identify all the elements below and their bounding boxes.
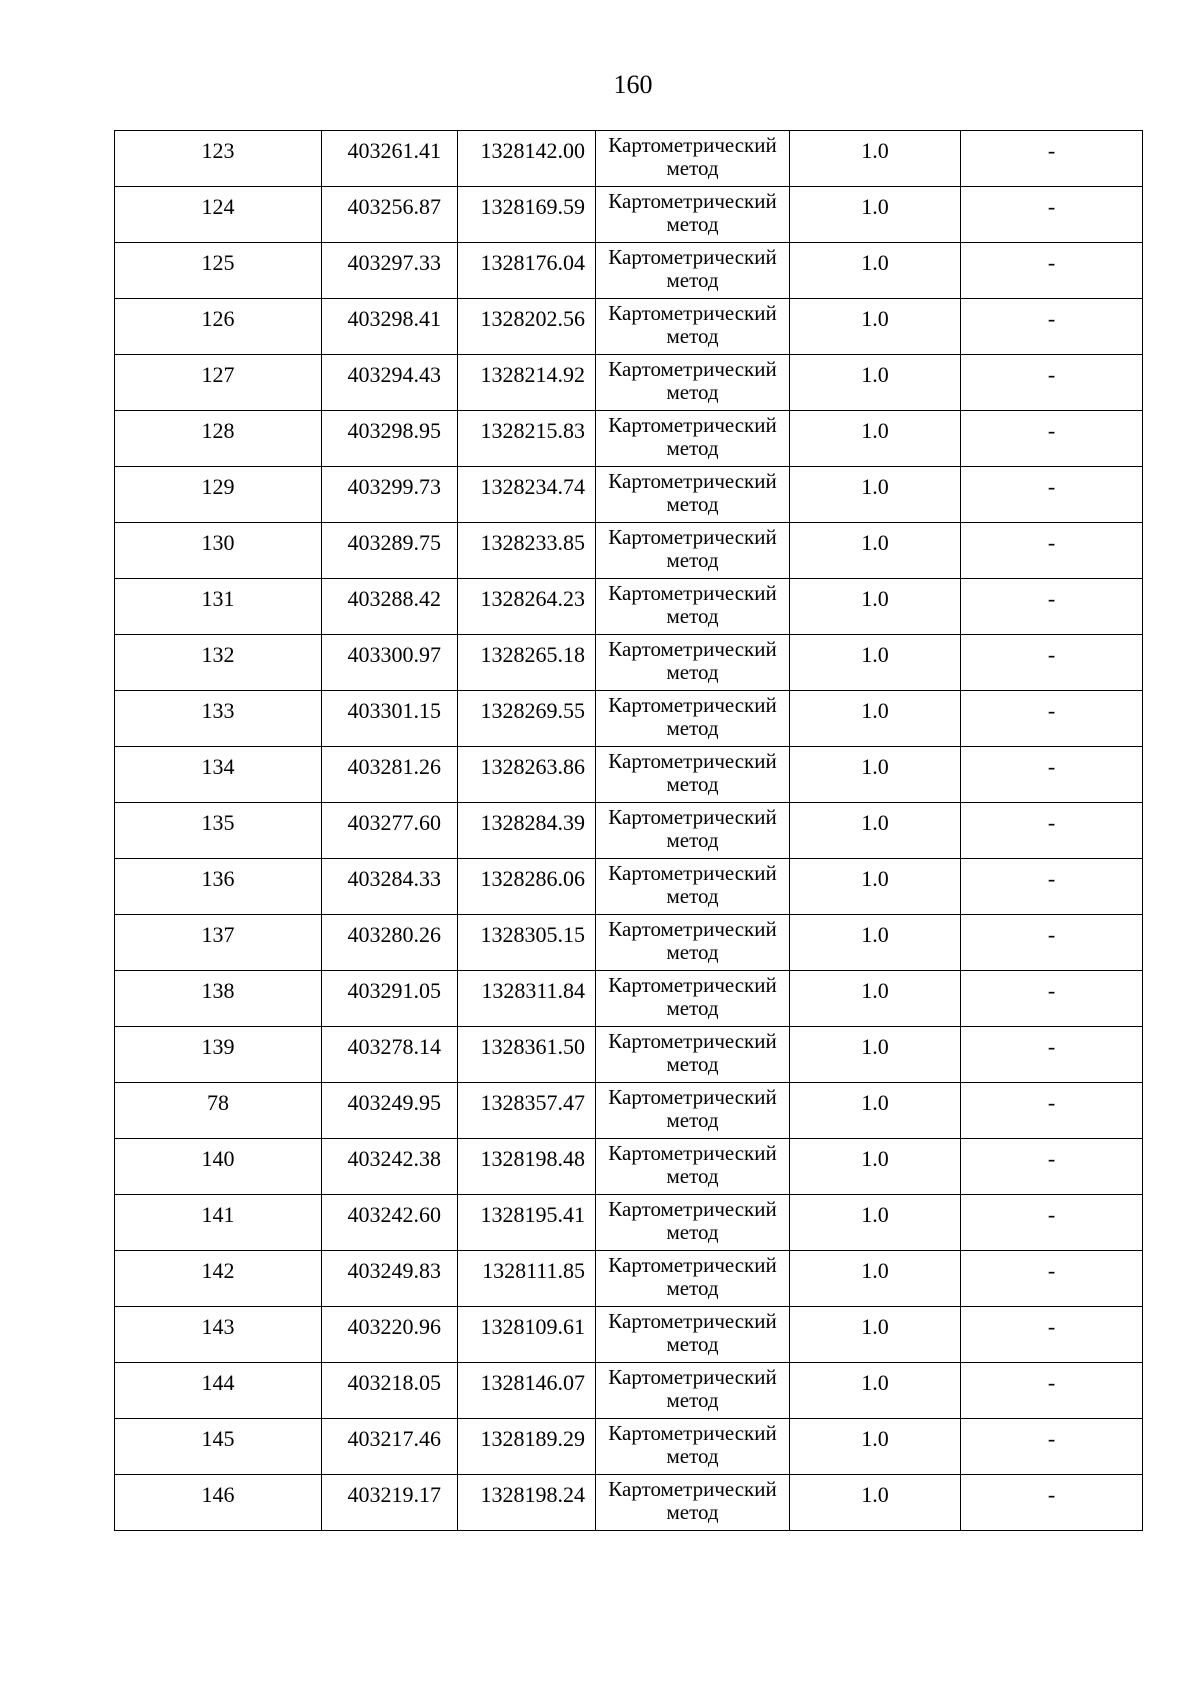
accuracy-cell: 1.0: [790, 691, 961, 747]
point-number-cell: 140: [115, 1139, 322, 1195]
table-row: [115, 803, 1143, 859]
point-number-cell: 146: [115, 1475, 322, 1531]
x-coordinate-cell: 403297.33: [322, 243, 458, 299]
table-row: [115, 1139, 1143, 1195]
table-row: [115, 691, 1143, 747]
method-cell: Картометрический метод: [596, 355, 790, 411]
point-number-cell: 133: [115, 691, 322, 747]
y-coordinate-cell: 1328233.85: [458, 523, 596, 579]
x-coordinate-cell: 403300.97: [322, 635, 458, 691]
x-coordinate-cell: 403242.60: [322, 1195, 458, 1251]
point-number-cell: 132: [115, 635, 322, 691]
method-cell: Картометрический метод: [596, 635, 790, 691]
method-cell: Картометрический метод: [596, 1195, 790, 1251]
accuracy-cell: 1.0: [790, 747, 961, 803]
method-cell: Картометрический метод: [596, 915, 790, 971]
method-cell: Картометрический метод: [596, 411, 790, 467]
method-cell: Картометрический метод: [596, 1419, 790, 1475]
description-cell: -: [961, 859, 1143, 915]
accuracy-cell: 1.0: [790, 1139, 961, 1195]
table-row: [115, 1251, 1143, 1307]
table-row: [115, 747, 1143, 803]
method-cell: Картометрический метод: [596, 579, 790, 635]
y-coordinate-cell: 1328195.41: [458, 1195, 596, 1251]
description-cell: -: [961, 467, 1143, 523]
method-cell: Картометрический метод: [596, 803, 790, 859]
accuracy-cell: 1.0: [790, 523, 961, 579]
x-coordinate-cell: 403219.17: [322, 1475, 458, 1531]
table-row: [115, 523, 1143, 579]
point-number-cell: 143: [115, 1307, 322, 1363]
accuracy-cell: 1.0: [790, 915, 961, 971]
accuracy-cell: 1.0: [790, 803, 961, 859]
method-cell: Картометрический метод: [596, 1363, 790, 1419]
y-coordinate-cell: 1328269.55: [458, 691, 596, 747]
point-number-cell: 134: [115, 747, 322, 803]
table-row: [115, 299, 1143, 355]
description-cell: -: [961, 243, 1143, 299]
method-cell: Картометрический метод: [596, 1251, 790, 1307]
y-coordinate-cell: 1328361.50: [458, 1027, 596, 1083]
accuracy-cell: 1.0: [790, 1419, 961, 1475]
accuracy-cell: 1.0: [790, 243, 961, 299]
table-row: [115, 243, 1143, 299]
point-number-cell: 127: [115, 355, 322, 411]
accuracy-cell: 1.0: [790, 1251, 961, 1307]
accuracy-cell: 1.0: [790, 1027, 961, 1083]
point-number-cell: 78: [115, 1083, 322, 1139]
description-cell: -: [961, 1419, 1143, 1475]
description-cell: -: [961, 1195, 1143, 1251]
accuracy-cell: 1.0: [790, 579, 961, 635]
x-coordinate-cell: 403242.38: [322, 1139, 458, 1195]
x-coordinate-cell: 403280.26: [322, 915, 458, 971]
y-coordinate-cell: 1328263.86: [458, 747, 596, 803]
method-cell: Картометрический метод: [596, 243, 790, 299]
x-coordinate-cell: 403281.26: [322, 747, 458, 803]
description-cell: -: [961, 131, 1143, 187]
table-row: [115, 1027, 1143, 1083]
method-cell: Картометрический метод: [596, 467, 790, 523]
method-cell: Картометрический метод: [596, 131, 790, 187]
description-cell: -: [961, 971, 1143, 1027]
accuracy-cell: 1.0: [790, 467, 961, 523]
method-cell: Картометрический метод: [596, 1475, 790, 1531]
x-coordinate-cell: 403289.75: [322, 523, 458, 579]
x-coordinate-cell: 403298.95: [322, 411, 458, 467]
page-number: 160: [613, 70, 653, 99]
table-row: [115, 1419, 1143, 1475]
description-cell: -: [961, 355, 1143, 411]
x-coordinate-cell: 403298.41: [322, 299, 458, 355]
description-cell: -: [961, 411, 1143, 467]
description-cell: -: [961, 523, 1143, 579]
table-row: [115, 579, 1143, 635]
accuracy-cell: 1.0: [790, 299, 961, 355]
description-cell: -: [961, 1083, 1143, 1139]
y-coordinate-cell: 1328286.06: [458, 859, 596, 915]
table-row: [115, 971, 1143, 1027]
description-cell: -: [961, 691, 1143, 747]
x-coordinate-cell: 403249.95: [322, 1083, 458, 1139]
method-cell: Картометрический метод: [596, 1307, 790, 1363]
y-coordinate-cell: 1328146.07: [458, 1363, 596, 1419]
y-coordinate-cell: 1328215.83: [458, 411, 596, 467]
description-cell: -: [961, 1363, 1143, 1419]
method-cell: Картометрический метод: [596, 523, 790, 579]
accuracy-cell: 1.0: [790, 1195, 961, 1251]
method-cell: Картометрический метод: [596, 1027, 790, 1083]
x-coordinate-cell: 403261.41: [322, 131, 458, 187]
x-coordinate-cell: 403217.46: [322, 1419, 458, 1475]
x-coordinate-cell: 403249.83: [322, 1251, 458, 1307]
point-number-cell: 130: [115, 523, 322, 579]
coordinates-table: [114, 130, 1143, 1531]
y-coordinate-cell: 1328264.23: [458, 579, 596, 635]
x-coordinate-cell: 403284.33: [322, 859, 458, 915]
method-cell: Картометрический метод: [596, 971, 790, 1027]
point-number-cell: 128: [115, 411, 322, 467]
description-cell: -: [961, 915, 1143, 971]
y-coordinate-cell: 1328198.24: [458, 1475, 596, 1531]
description-cell: -: [961, 299, 1143, 355]
point-number-cell: 144: [115, 1363, 322, 1419]
x-coordinate-cell: 403278.14: [322, 1027, 458, 1083]
y-coordinate-cell: 1328111.85: [458, 1251, 596, 1307]
point-number-cell: 137: [115, 915, 322, 971]
table-row: [115, 859, 1143, 915]
x-coordinate-cell: 403291.05: [322, 971, 458, 1027]
y-coordinate-cell: 1328265.18: [458, 635, 596, 691]
accuracy-cell: 1.0: [790, 1363, 961, 1419]
point-number-cell: 123: [115, 131, 322, 187]
accuracy-cell: 1.0: [790, 859, 961, 915]
description-cell: -: [961, 1139, 1143, 1195]
point-number-cell: 126: [115, 299, 322, 355]
accuracy-cell: 1.0: [790, 971, 961, 1027]
table-row: [115, 187, 1143, 243]
accuracy-cell: 1.0: [790, 131, 961, 187]
description-cell: -: [961, 803, 1143, 859]
y-coordinate-cell: 1328189.29: [458, 1419, 596, 1475]
method-cell: Картометрический метод: [596, 299, 790, 355]
point-number-cell: 141: [115, 1195, 322, 1251]
method-cell: Картометрический метод: [596, 859, 790, 915]
x-coordinate-cell: 403299.73: [322, 467, 458, 523]
y-coordinate-cell: 1328311.84: [458, 971, 596, 1027]
y-coordinate-cell: 1328214.92: [458, 355, 596, 411]
description-cell: -: [961, 635, 1143, 691]
y-coordinate-cell: 1328234.74: [458, 467, 596, 523]
table-row: [115, 1475, 1143, 1531]
y-coordinate-cell: 1328142.00: [458, 131, 596, 187]
point-number-cell: 136: [115, 859, 322, 915]
point-number-cell: 125: [115, 243, 322, 299]
method-cell: Картометрический метод: [596, 691, 790, 747]
description-cell: -: [961, 1027, 1143, 1083]
y-coordinate-cell: 1328198.48: [458, 1139, 596, 1195]
accuracy-cell: 1.0: [790, 411, 961, 467]
table-row: [115, 1083, 1143, 1139]
point-number-cell: 131: [115, 579, 322, 635]
table-row: [115, 467, 1143, 523]
y-coordinate-cell: 1328176.04: [458, 243, 596, 299]
accuracy-cell: 1.0: [790, 1083, 961, 1139]
method-cell: Картометрический метод: [596, 187, 790, 243]
y-coordinate-cell: 1328357.47: [458, 1083, 596, 1139]
point-number-cell: 135: [115, 803, 322, 859]
table-row: [115, 915, 1143, 971]
point-number-cell: 129: [115, 467, 322, 523]
y-coordinate-cell: 1328169.59: [458, 187, 596, 243]
x-coordinate-cell: 403256.87: [322, 187, 458, 243]
y-coordinate-cell: 1328284.39: [458, 803, 596, 859]
accuracy-cell: 1.0: [790, 355, 961, 411]
y-coordinate-cell: 1328202.56: [458, 299, 596, 355]
method-cell: Картометрический метод: [596, 1083, 790, 1139]
point-number-cell: 124: [115, 187, 322, 243]
y-coordinate-cell: 1328305.15: [458, 915, 596, 971]
accuracy-cell: 1.0: [790, 187, 961, 243]
x-coordinate-cell: 403218.05: [322, 1363, 458, 1419]
table-row: [115, 411, 1143, 467]
x-coordinate-cell: 403294.43: [322, 355, 458, 411]
x-coordinate-cell: 403301.15: [322, 691, 458, 747]
x-coordinate-cell: 403288.42: [322, 579, 458, 635]
point-number-cell: 138: [115, 971, 322, 1027]
table-row: [115, 1195, 1143, 1251]
x-coordinate-cell: 403277.60: [322, 803, 458, 859]
description-cell: -: [961, 747, 1143, 803]
accuracy-cell: 1.0: [790, 635, 961, 691]
table-row: [115, 1307, 1143, 1363]
table-row: [115, 635, 1143, 691]
description-cell: -: [961, 579, 1143, 635]
method-cell: Картометрический метод: [596, 747, 790, 803]
accuracy-cell: 1.0: [790, 1307, 961, 1363]
table-row: [115, 355, 1143, 411]
description-cell: -: [961, 187, 1143, 243]
table-body: [115, 131, 1143, 1531]
method-cell: Картометрический метод: [596, 1139, 790, 1195]
table-row: [115, 1363, 1143, 1419]
description-cell: -: [961, 1475, 1143, 1531]
accuracy-cell: 1.0: [790, 1475, 961, 1531]
description-cell: -: [961, 1307, 1143, 1363]
table-row: [115, 131, 1143, 187]
y-coordinate-cell: 1328109.61: [458, 1307, 596, 1363]
point-number-cell: 139: [115, 1027, 322, 1083]
point-number-cell: 142: [115, 1251, 322, 1307]
description-cell: -: [961, 1251, 1143, 1307]
x-coordinate-cell: 403220.96: [322, 1307, 458, 1363]
point-number-cell: 145: [115, 1419, 322, 1475]
